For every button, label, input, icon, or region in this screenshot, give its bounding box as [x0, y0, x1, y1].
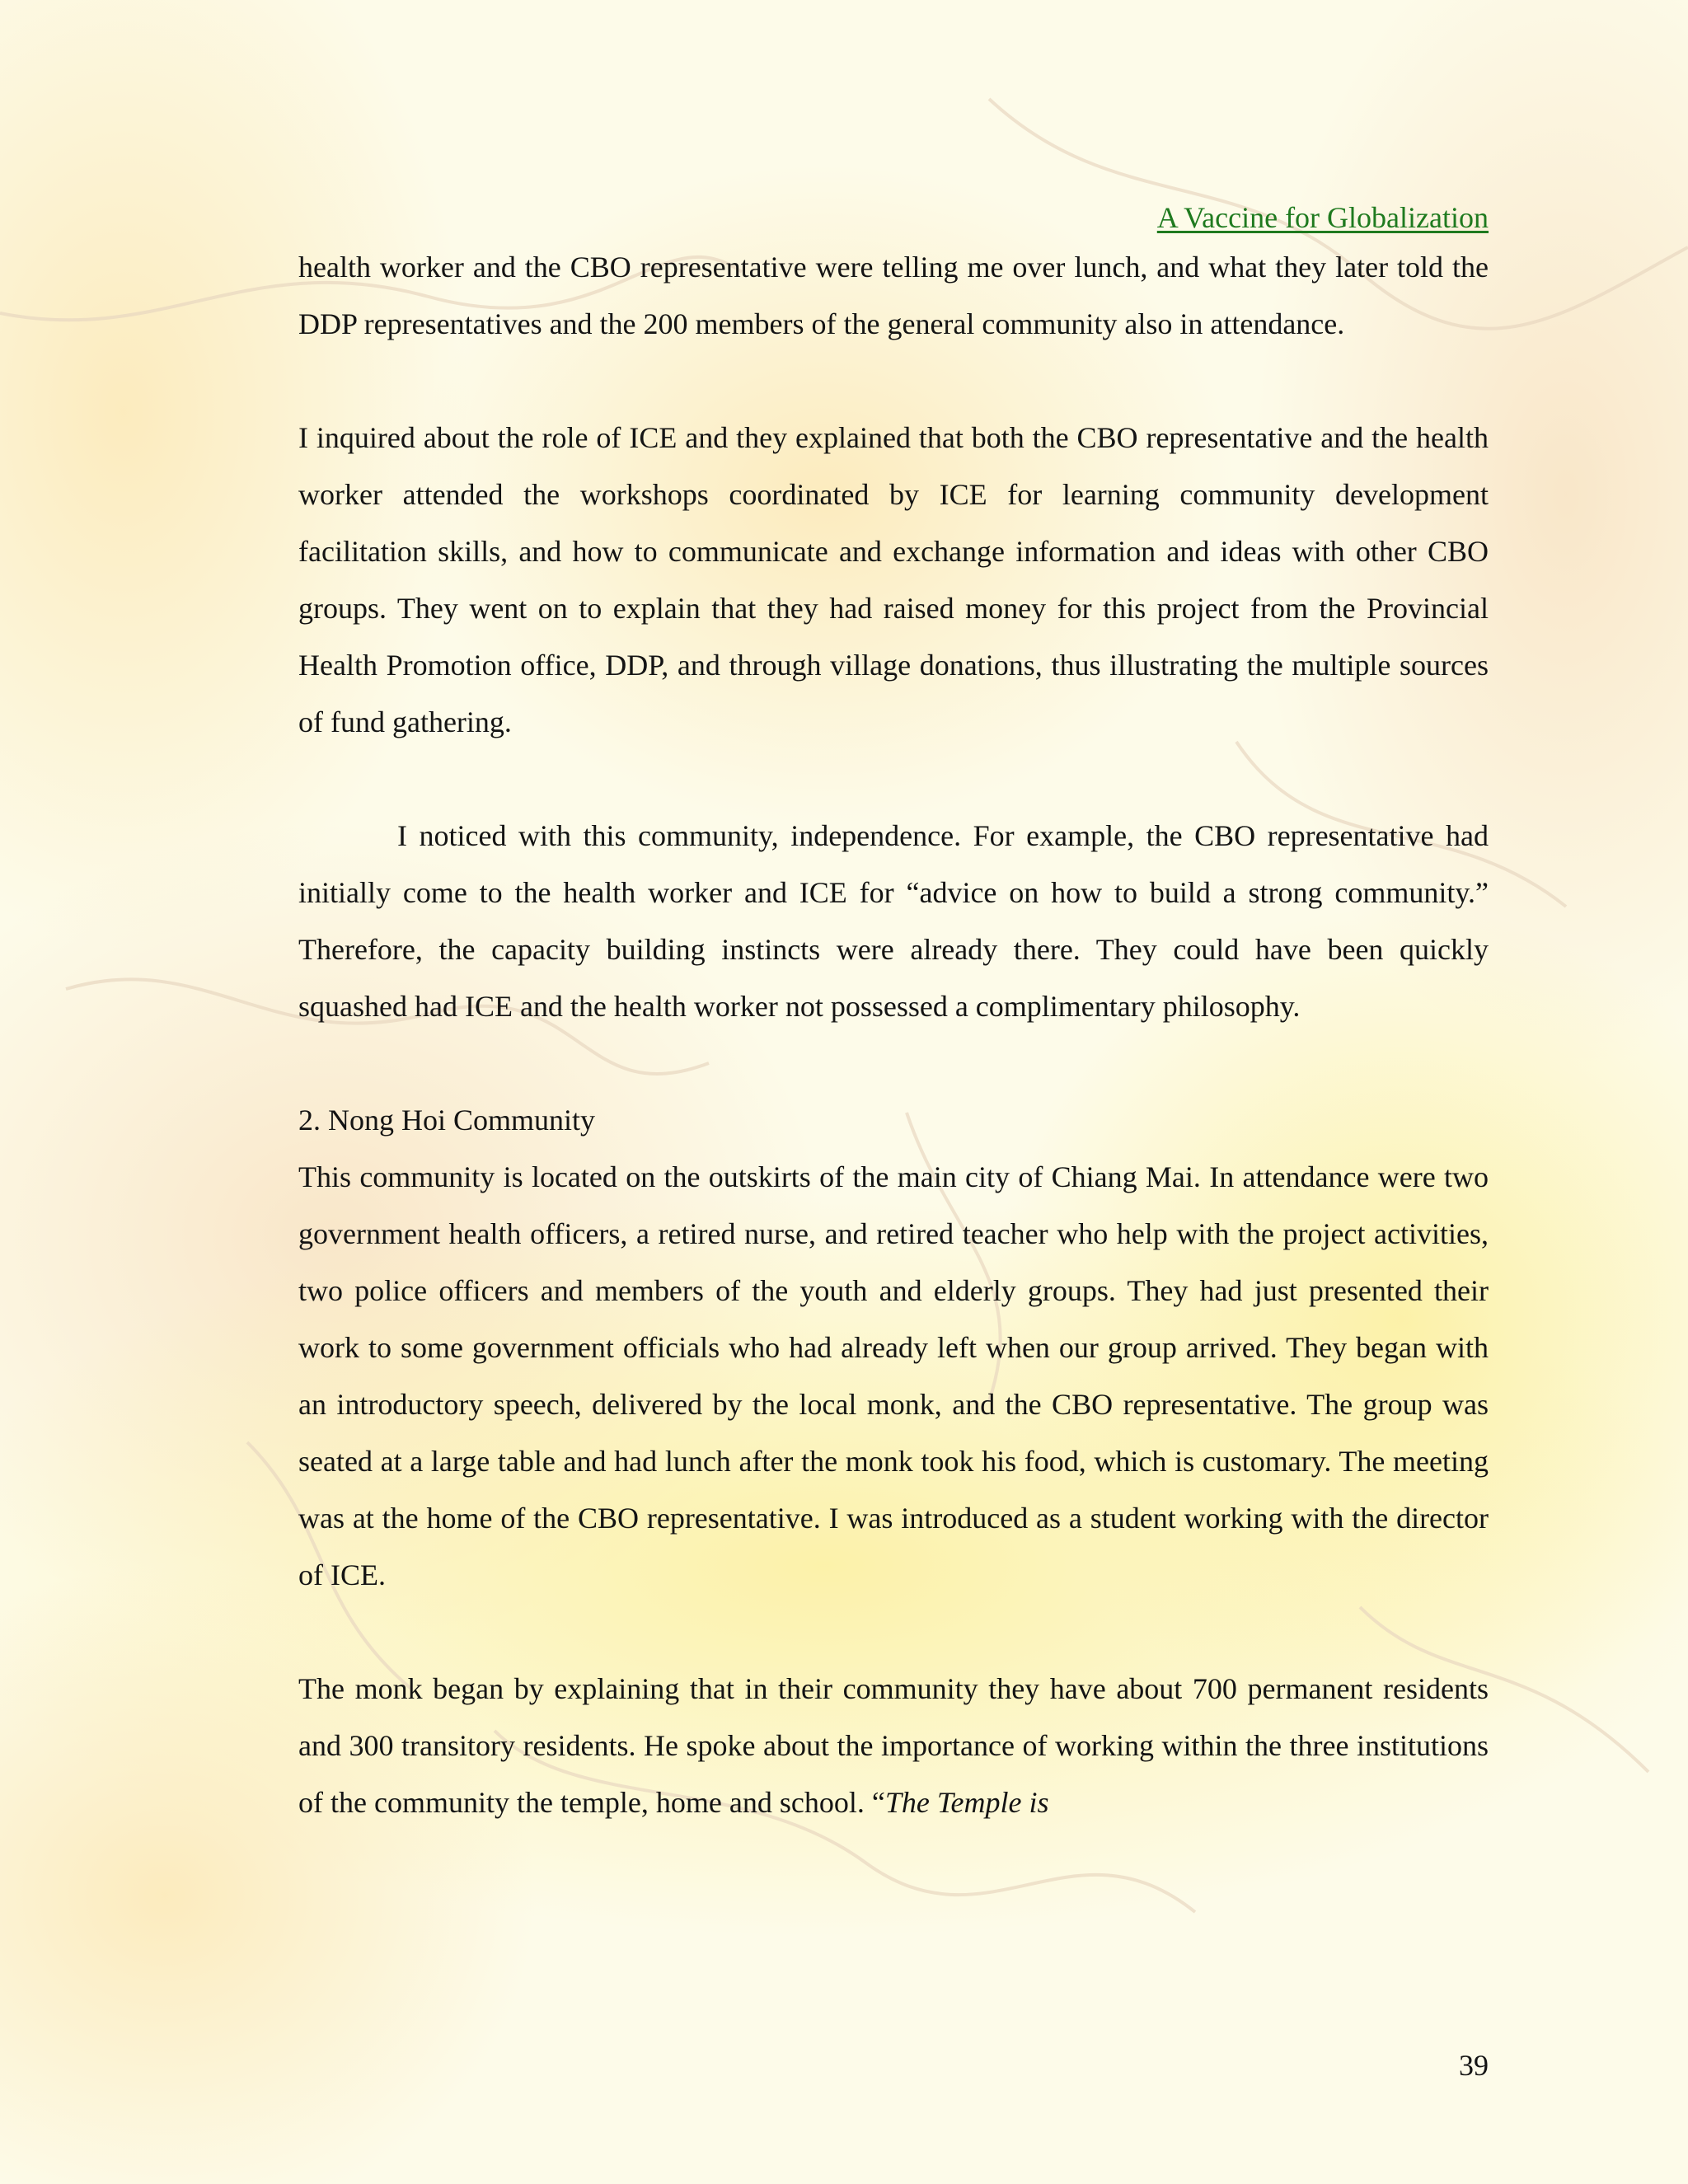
paragraph-spacer	[298, 353, 1489, 410]
paragraph-monk-text: The monk began by explaining that in their community they have about 700 permanent residents and 300 transitory residents. He spoke about the importance of working within the three institutions of the community the temple, home and school. “	[298, 1672, 1489, 1819]
document-page	[298, 196, 1489, 1831]
paragraph-monk-italic-quote: The Temple is	[884, 1786, 1049, 1819]
paragraph-monk	[298, 1661, 1489, 1831]
paragraph-spacer	[298, 751, 1489, 808]
page-number: 39	[1459, 2049, 1489, 2082]
paragraph-independence: I noticed with this community, independence. For example, the CBO representative had initially come to the health worker and ICE for “advice on how to build a strong community.” Therefore, the capacity building instincts were already there. They could have been quickly squashed had ICE and the health worker not possessed a complimentary philosophy.	[298, 819, 1489, 1023]
paragraph-nong-hoi: This community is located on the outskirts of the main city of Chiang Mai. In attendance were two government health officers, a retired nurse, and retired teacher who help with the project activities, two police officers and members of the youth and elderly groups. They had just presented their work to some government officials who had already left when our group arrived. They began with an introductory speech, delivered by the local monk, and the CBO representative. The group was seated at a large table and had lunch after the monk took his food, which is customary. The meeting was at the home of the CBO representative. I was introduced as a student working with the director of ICE.	[298, 1160, 1489, 1591]
running-header-title: A Vaccine for Globalization	[1156, 201, 1489, 234]
paragraph-ice-role: I inquired about the role of ICE and they explained that both the CBO representative and the health worker attended the workshops coordinated by ICE for learning community development facilitation skills, and how to communicate and exchange information and ideas with other CBO groups. They went on to explain that they had raised money for this project from the Provincial Health Promotion office, DDP, and through village donations, thus illustrating the multiple sources of fund gathering.	[298, 421, 1489, 738]
paragraph-continued: health worker and the CBO representative were telling me over lunch, and what they later told the DDP representatives and the 200 members of the general community also in attendance.	[298, 251, 1489, 340]
paragraph-spacer	[298, 1035, 1489, 1092]
section-heading-nong-hoi: 2. Nong Hoi Community	[298, 1104, 596, 1137]
paragraph-spacer	[298, 1604, 1489, 1661]
